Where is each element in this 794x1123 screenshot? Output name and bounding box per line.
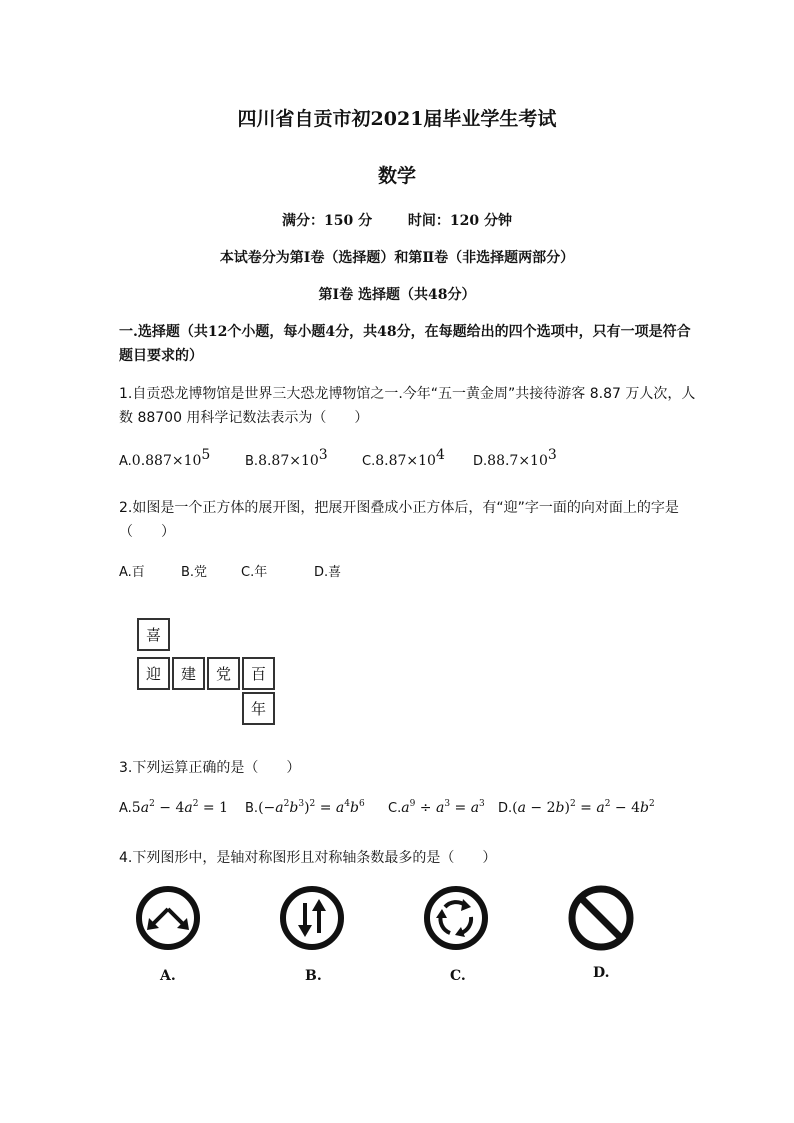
net-cell-bai: 百 (242, 657, 275, 690)
q2-option-c: C.年 (241, 565, 268, 580)
sign-a-label: A. (160, 968, 176, 984)
question-2-text: 2.如图是一个正方体的展开图，把展开图叠成小正方体后，有“迎”字一面的向对面上的字是（ ） (119, 500, 679, 540)
q3-option-b: $B.(-a^2b^3)^2 = a^4b^6$ (245, 799, 365, 816)
net-cell-dang: 党 (207, 657, 240, 690)
volume-heading: 第Ⅰ卷 选择题（共48分） (318, 287, 476, 303)
exam-title: 四川省自贡市初2021届毕业学生考试 (237, 108, 557, 130)
q2-option-b: B.党 (181, 565, 208, 580)
sign-a-diverging-arrows-icon (135, 885, 201, 951)
q1-option-d: $D.88.7\times 10^3$ (473, 447, 557, 469)
sign-d-label: D. (593, 965, 610, 981)
exam-note: 本试卷分为第Ⅰ卷（选择题）和第Ⅱ卷（非选择题两部分） (219, 250, 575, 266)
q2-option-d: D.喜 (314, 565, 342, 580)
exam-time: 时间：120 分钟 (407, 213, 512, 229)
q3-option-c: $C.a^9 \div a^3 = a^3$ (388, 799, 485, 816)
sign-b-label: B. (305, 968, 322, 984)
sign-d-prohibition-icon (567, 884, 635, 952)
sign-b-two-way-arrows-icon (279, 885, 345, 951)
exam-subject: 数学 (377, 165, 416, 187)
net-cell-xi: 喜 (137, 618, 170, 651)
section-instructions: 一.选择题（共12个小题，每小题4分，共48分，在每题给出的四个选项中，只有一项是符合题目要求的） (119, 324, 691, 364)
q1-option-b: $B.8.87\times 10^3$ (245, 447, 328, 469)
q3-option-a: $A.5a^2 - 4a^2 = 1$ (119, 799, 228, 816)
q3-option-d: $D.(a - 2b)^2 = a^2 - 4b^2$ (498, 799, 655, 816)
net-cell-ying: 迎 (137, 657, 170, 690)
q1-option-c: $C.8.87\times 10^4$ (362, 447, 445, 469)
net-cell-nian: 年 (242, 692, 275, 725)
question-1-text: 1.自贡恐龙博物馆是世界三大恐龙博物馆之一.今年“五一黄金周”共接待游客 8.87 万人次，人数 88700 用科学记数法表示为（ ） (119, 386, 696, 426)
q1-option-a: $A.0.887\times 10^5$ (119, 447, 211, 469)
exam-meta (0, 210, 794, 230)
sign-c-roundabout-icon (423, 885, 489, 951)
question-3-text: 3.下列运算正确的是（ ） (119, 760, 301, 776)
full-score: 满分：150 分 (282, 213, 373, 229)
q2-option-a: A.百 (119, 565, 145, 580)
sign-c-label: C. (450, 968, 466, 984)
net-cell-jian: 建 (172, 657, 205, 690)
question-4-text: 4.下列图形中，是轴对称图形且对称轴条数最多的是（ ） (119, 850, 497, 866)
